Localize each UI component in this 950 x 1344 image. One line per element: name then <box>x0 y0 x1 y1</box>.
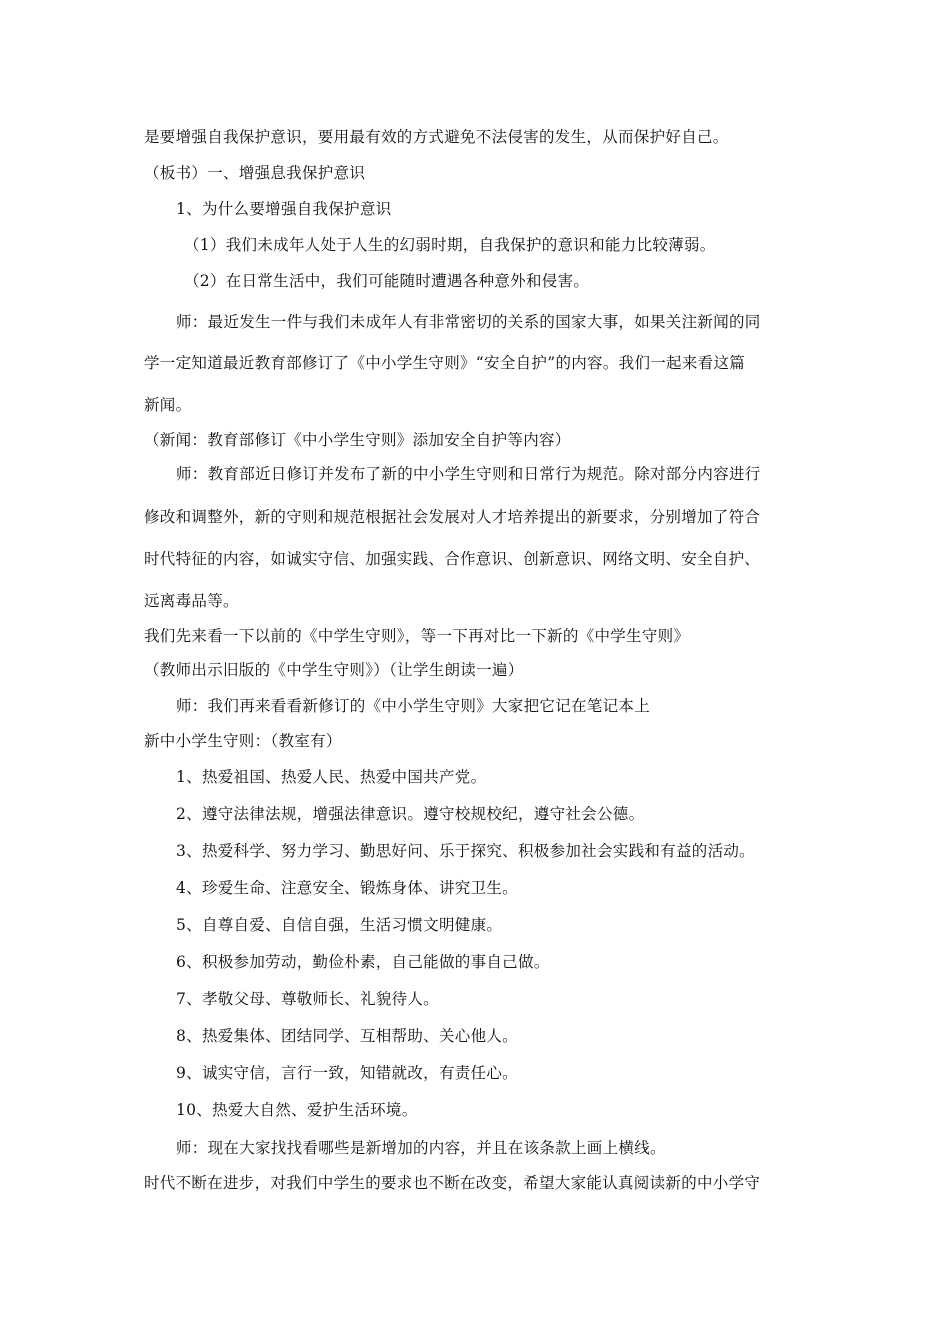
paragraph-line: 师：我们再来看看新修订的《中小学生守则》大家把它记在笔记本上 <box>176 697 651 715</box>
paragraph-line: 学一定知道最近教育部修订了《中小学生守则》“安全自护”的内容。我们一起来看这篇 <box>144 354 746 372</box>
rule-item: 7、孝敬父母、尊敬师长、礼貌待人。 <box>176 990 439 1008</box>
list-item: （2）在日常生活中，我们可能随时遭遇各种意外和侵害。 <box>184 272 590 290</box>
rule-item: 3、热爱科学、努力学习、勤思好问、乐于探究、积极参加社会实践和有益的活动。 <box>176 842 755 860</box>
paragraph-line: 师：最近发生一件与我们未成年人有非常密切的关系的国家大事，如果关注新闻的同 <box>176 313 761 331</box>
paragraph-line: 师：教育部近日修订并发布了新的中小学生守则和日常行为规范。除对部分内容进行 <box>176 465 761 483</box>
rule-item: 8、热爱集体、团结同学、互相帮助、关心他人。 <box>176 1027 518 1045</box>
paragraph-line: 师：现在大家找找看哪些是新增加的内容，并且在该条款上画上横线。 <box>176 1139 666 1157</box>
rule-item: 2、遵守法律法规，增强法律意识。遵守校规校纪，遵守社会公德。 <box>176 805 645 823</box>
rule-item: 5、自尊自爱、自信自强，生活习惯文明健康。 <box>176 916 503 934</box>
paragraph-line: 我们先来看一下以前的《中学生守则》，等一下再对比一下新的《中学生守则》 <box>144 627 690 645</box>
paragraph-line: 远离毒品等。 <box>144 592 239 610</box>
rule-item: 9、诚实守信，言行一致，知错就改，有责任心。 <box>176 1064 518 1082</box>
paragraph-line: 修改和调整外，新的守则和规范根据社会发展对人才培养提出的新要求，分别增加了符合 <box>144 508 761 526</box>
section-heading: 1、为什么要增强自我保护意识 <box>176 200 392 218</box>
news-caption: （新闻：教育部修订《中小学生守则》添加安全自护等内容） <box>144 431 571 449</box>
list-item: （1）我们未成年人处于人生的幻弱时期，自我保护的意识和能力比较薄弱。 <box>184 236 716 254</box>
rule-item: 1、热爱祖国、热爱人民、热爱中国共产党。 <box>176 768 487 786</box>
paragraph-line: 是要增强自我保护意识，要用最有效的方式避免不法侵害的发生，从而保护好自己。 <box>144 128 729 146</box>
rule-item: 4、珍爱生命、注意安全、锻炼身体、讲究卫生。 <box>176 879 518 897</box>
rule-item: 10、热爱大自然、爱护生活环境。 <box>176 1101 418 1119</box>
board-heading: （板书）一、增强息我保护意识 <box>144 164 366 182</box>
paragraph-line: 时代特征的内容，如诚实守信、加强实践、合作意识、创新意识、网络文明、安全自护、 <box>144 550 761 568</box>
paragraph-line: 新闻。 <box>144 396 192 414</box>
rule-item: 6、积极参加劳动，勤俭朴素，自己能做的事自己做。 <box>176 953 550 971</box>
paragraph-line: 时代不断在进步，对我们中学生的要求也不断在改变，希望大家能认真阅读新的中小学守 <box>144 1174 761 1192</box>
paragraph-line: （教师出示旧版的《中学生守则》）（让学生朗读一遍） <box>144 661 524 679</box>
rules-heading: 新中小学生守则：（教室有） <box>144 732 342 750</box>
